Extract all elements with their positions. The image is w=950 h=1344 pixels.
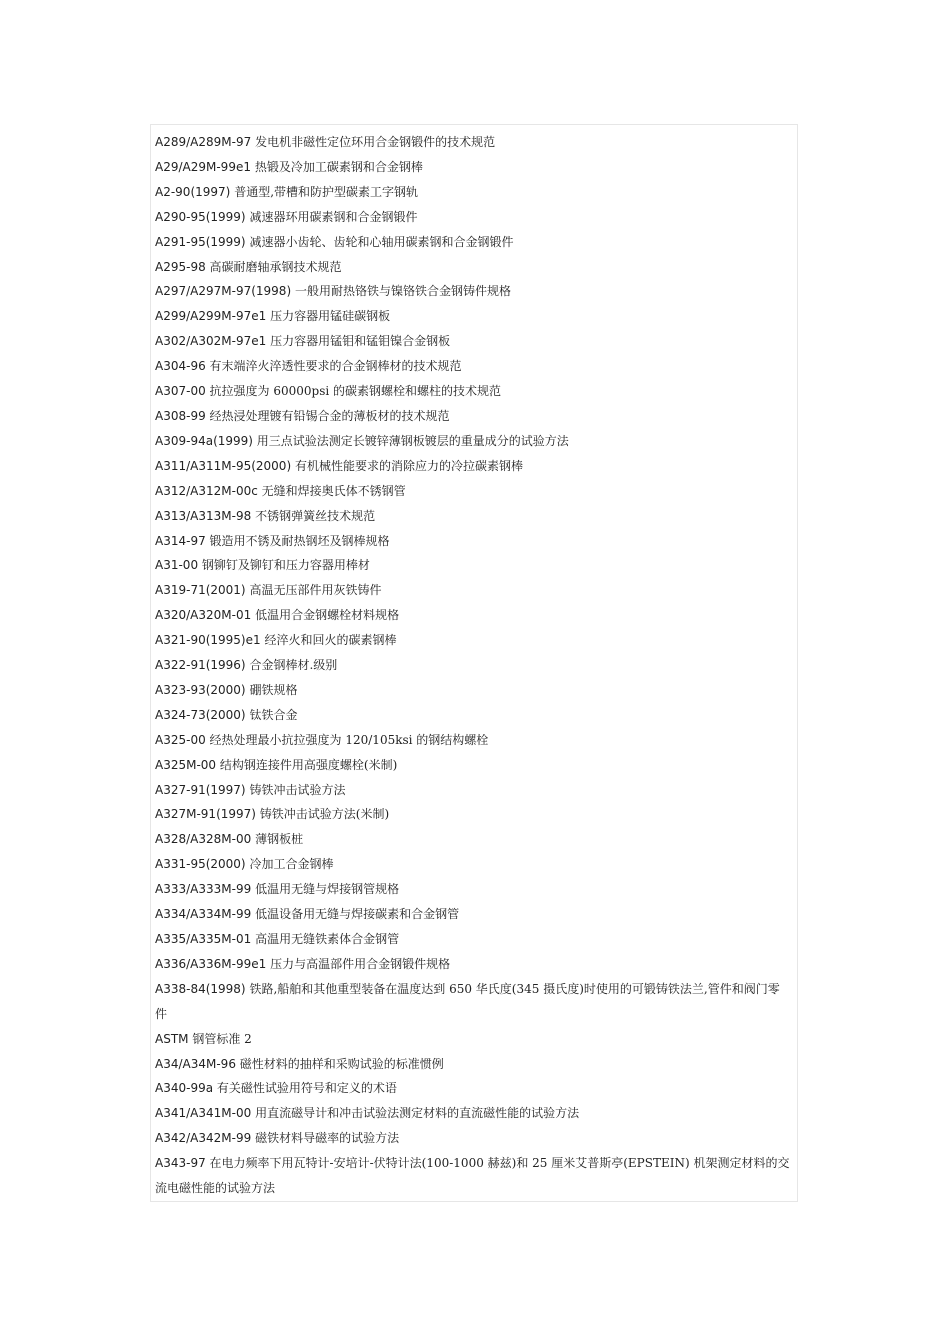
standard-entry [155, 1076, 791, 1101]
standard-code: A327-91(1997) [155, 782, 246, 797]
standard-code: A320/A320M-01 [155, 608, 252, 623]
standard-code: A308-99 [155, 408, 206, 423]
standard-title: 发电机非磁性定位环用合金钢锻件的技术规范 [255, 135, 496, 149]
standard-code: A323-93(2000) [155, 682, 246, 697]
standard-entry [155, 628, 791, 653]
standard-title: 经热浸处理镀有铅锡合金的薄板材的技术规范 [209, 408, 450, 423]
standard-title: 高温用无缝铁素体合金钢管 [255, 932, 400, 946]
standard-title: 有末端淬火淬透性要求的合金钢棒材的技术规范 [209, 359, 462, 374]
standard-code: A311/A311M-95(2000) [155, 458, 292, 473]
standard-code: A331-95(2000) [155, 857, 246, 872]
standard-title: 磁性材料的抽样和采购试验的标准惯例 [239, 1056, 444, 1071]
standard-title: 一般用耐热铬铁与镍铬铁合金钢铸件规格 [294, 284, 511, 299]
standard-code: A324-73(2000) [155, 707, 246, 722]
standard-title: 铸铁冲击试验方法 [249, 782, 346, 797]
standard-entry [155, 852, 791, 877]
standard-title: 普通型,带槽和防护型碳素工字钢轨 [234, 184, 419, 199]
standard-entry [155, 404, 791, 429]
standard-entry [155, 678, 791, 703]
standard-entry [155, 877, 791, 902]
standard-code: A321-90(1995)e1 [155, 633, 261, 648]
standard-code: A307-00 [155, 384, 206, 399]
standard-title: 有关磁性试验用符号和定义的术语 [216, 1081, 397, 1096]
standard-entry [155, 1052, 791, 1077]
standard-code: A289/A289M-97 [155, 135, 252, 149]
standard-entry [155, 230, 791, 255]
standard-entry [155, 155, 791, 180]
standard-title: 压力与高温部件用合金钢锻件规格 [270, 956, 451, 971]
standard-code: A335/A335M-01 [155, 932, 252, 946]
standard-code: A31-00 [155, 558, 199, 573]
standard-entry [155, 329, 791, 354]
standard-code: A341/A341M-00 [155, 1106, 252, 1121]
standard-entry [155, 603, 791, 628]
standard-title: 低温用无缝与焊接钢管规格 [255, 882, 400, 897]
standard-code: A2-90(1997) [155, 184, 231, 199]
standard-code: A290-95(1999) [155, 209, 246, 224]
standard-code: A291-95(1999) [155, 234, 246, 249]
standard-entry [155, 454, 791, 479]
standard-title: 铸铁冲击试验方法(米制) [259, 807, 390, 822]
standard-code: A334/A334M-99 [155, 907, 252, 922]
standard-entry [155, 1027, 791, 1052]
standard-title: 用三点试验法测定长镀锌薄钢板镀层的重量成分的试验方法 [256, 433, 569, 448]
standard-title: 磁铁材料导磁率的试验方法 [255, 1131, 400, 1146]
standard-entry [155, 255, 791, 280]
standard-code: A313/A313M-98 [155, 508, 252, 523]
standard-code: A34/A34M-96 [155, 1056, 236, 1071]
standard-title: 高碳耐磨轴承钢技术规范 [209, 259, 342, 274]
standard-title: 经热处理最小抗拉强度为 120/105ksi 的钢结构螺栓 [209, 732, 489, 747]
standard-title: 铁路,船舶和其他重型装备在温度达到 650 华氏度(345 摄氏度)时使用的可锻铸铁法兰,管件和阀门零件 [155, 981, 780, 1021]
standard-entry [155, 927, 791, 952]
standard-title: 用直流磁导计和冲击试验法测定材料的直流磁性能的试验方法 [255, 1106, 580, 1121]
standard-code: A325M-00 [155, 757, 217, 772]
standard-code: A322-91(1996) [155, 658, 246, 673]
standard-code: A343-97 [155, 1156, 206, 1171]
standard-entry [155, 952, 791, 977]
standard-title: 压力容器用锰钼和锰钼镍合金钢板 [270, 334, 451, 349]
standard-entry [155, 529, 791, 554]
standard-entry [155, 304, 791, 329]
standard-code: A342/A342M-99 [155, 1131, 252, 1146]
standard-title: 锻造用不锈及耐热钢坯及钢棒规格 [209, 533, 390, 548]
standard-code: A297/A297M-97(1998) [155, 284, 292, 299]
standard-title: 无缝和焊接奥氏体不锈钢管 [261, 483, 406, 498]
standard-entry [155, 653, 791, 678]
standard-entry [155, 354, 791, 379]
standards-list [155, 130, 791, 1201]
standard-code: A304-96 [155, 359, 206, 374]
standard-entry [155, 1126, 791, 1151]
standard-entry [155, 578, 791, 603]
standard-title: 钢铆钉及铆钉和压力容器用棒材 [201, 558, 370, 573]
standard-title: 薄钢板桩 [255, 832, 304, 847]
standard-code: ASTM [155, 1031, 189, 1046]
standard-title: 减速器小齿轮、齿轮和心轴用碳素钢和合金钢锻件 [249, 234, 514, 249]
standard-code: A340-99a [155, 1081, 214, 1096]
standard-code: A338-84(1998) [155, 981, 246, 996]
standard-entry [155, 279, 791, 304]
standard-code: A336/A336M-99e1 [155, 956, 267, 971]
standard-code: A319-71(2001) [155, 583, 246, 598]
standard-title: 钢管标准 2 [192, 1031, 252, 1046]
standard-entry [155, 977, 791, 1027]
standard-title: 减速器环用碳素钢和合金钢锻件 [249, 209, 418, 224]
standard-title: 低温用合金钢螺栓材料规格 [255, 608, 400, 623]
standard-code: A295-98 [155, 259, 206, 274]
standard-code: A328/A328M-00 [155, 832, 252, 847]
standard-entry [155, 802, 791, 827]
standard-code: A302/A302M-97e1 [155, 334, 267, 349]
standard-title: 经淬火和回火的碳素钢棒 [264, 633, 397, 648]
standard-title: 硼铁规格 [249, 682, 298, 697]
standard-title: 冷加工合金钢棒 [249, 857, 334, 872]
document-page [150, 124, 798, 1202]
standard-entry [155, 728, 791, 753]
standard-title: 钛铁合金 [249, 707, 298, 722]
standard-code: A309-94a(1999) [155, 433, 253, 448]
standard-entry [155, 553, 791, 578]
standard-entry [155, 703, 791, 728]
standard-code: A314-97 [155, 533, 206, 548]
standard-entry [155, 479, 791, 504]
standard-entry [155, 753, 791, 778]
standard-entry [155, 504, 791, 529]
standard-code: A299/A299M-97e1 [155, 309, 267, 324]
standard-entry [155, 902, 791, 927]
standard-entry [155, 827, 791, 852]
standard-entry [155, 429, 791, 454]
standard-title: 压力容器用锰硅碳钢板 [270, 309, 391, 324]
standard-title: 有机械性能要求的消除应力的冷拉碳素钢棒 [294, 458, 523, 473]
standard-code: A333/A333M-99 [155, 882, 252, 897]
standard-entry [155, 778, 791, 803]
standard-title: 不锈钢弹簧丝技术规范 [255, 508, 376, 523]
standard-entry [155, 1101, 791, 1126]
standard-code: A312/A312M-00c [155, 483, 258, 498]
standard-entry [155, 379, 791, 404]
standard-code: A325-00 [155, 732, 206, 747]
standard-title: 结构钢连接件用高强度螺栓(米制) [219, 757, 398, 772]
standard-entry [155, 1151, 791, 1201]
standard-title: 高温无压部件用灰铁铸件 [249, 583, 382, 598]
standard-code: A327M-91(1997) [155, 807, 256, 822]
standard-title: 抗拉强度为 60000psi 的碳素钢螺栓和螺柱的技术规范 [209, 384, 502, 399]
standard-title: 低温设备用无缝与焊接碳素和合金钢管 [255, 907, 460, 922]
standard-entry [155, 205, 791, 230]
standard-title: 在电力频率下用瓦特计-安培计-伏特计法(100-1000 赫兹)和 25 厘米艾普斯亭(EPSTEIN) 机架测定材料的交流电磁性能的试验方法 [155, 1156, 790, 1196]
standard-entry [155, 180, 791, 205]
standard-entry [155, 130, 791, 155]
standard-title: 热锻及冷加工碳素钢和合金钢棒 [254, 159, 423, 174]
standard-title: 合金钢棒材.级别 [249, 658, 338, 673]
standard-code: A29/A29M-99e1 [155, 159, 251, 174]
